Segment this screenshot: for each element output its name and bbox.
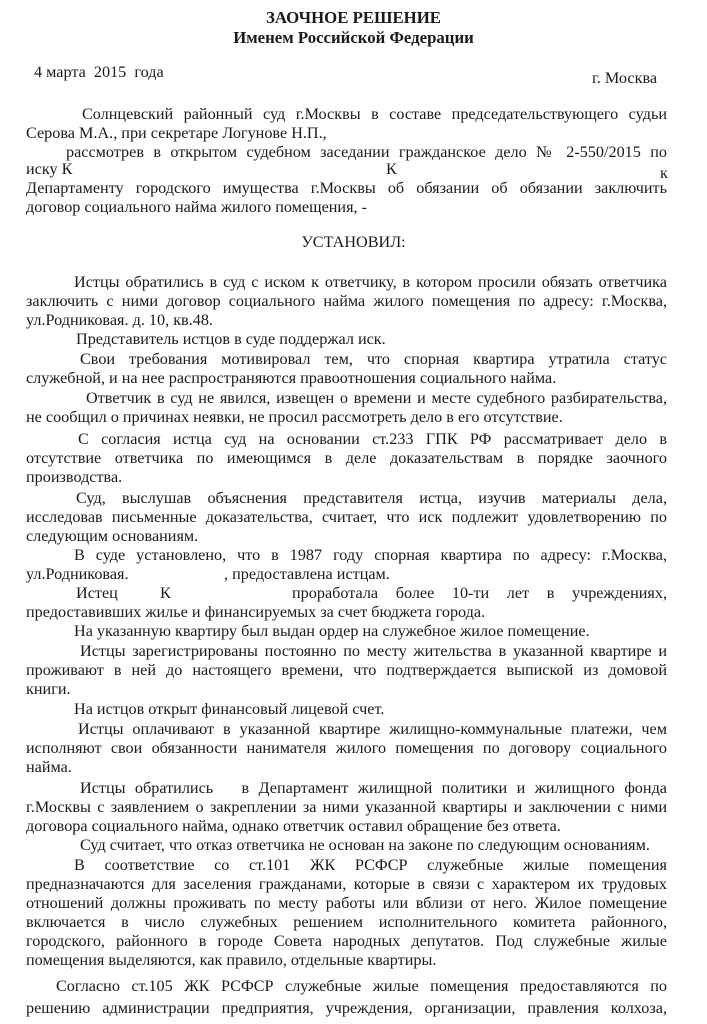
text-line: договор социального найма жилого помещения, - <box>26 198 368 216</box>
text-line: Солнцевский районный суд г.Москвы в составе председательствующего судьи <box>82 105 667 123</box>
text-line: Ответчик в суд не явился, извещен о времени и месте судебного разбирательства, <box>86 389 667 407</box>
text-line: Истцы обратились в Департамент жилищной политики и жилищного фонда <box>80 779 667 797</box>
text-line: Истцы зарегистрированы постоянно по месту жительства в указанной квартире и <box>80 642 667 660</box>
text-line: К <box>386 160 397 178</box>
text-line: Представитель истцов в суде поддержал иск. <box>76 330 386 348</box>
text-line: На указанную квартиру был выдан ордер на служебное жилое помещение. <box>74 622 590 640</box>
text-line: включается в число служебных решением исполнительного комитета районного, <box>26 913 667 931</box>
document-subtitle: Именем Российской Федерации <box>233 28 474 47</box>
text-line: иску К <box>26 160 73 178</box>
text-line: С согласия истца суд на основании ст.233 ГПК РФ рассматривает дело в <box>78 430 667 448</box>
text-line: В суде установлено, что в 1987 году спорная квартира по адресу: г.Москва, <box>74 546 667 564</box>
text-line: Истцы оплачивают в указанной квартире жилищно-коммунальные платежи, чем <box>78 720 667 738</box>
text-line: , предоставлена истцам. <box>224 565 390 583</box>
text-line: предоставивших жилье и финансируемых за счет бюджета города. <box>26 603 486 621</box>
text-line: проработала более 10-ти лет в учреждениях, <box>292 584 667 602</box>
text-line: помещения выделяются, как правило, отдельные квартиры. <box>26 951 437 969</box>
text-line: отношений должны проживать по месту работы или вблизи от него. Жилое помещение <box>26 894 667 912</box>
text-line: К <box>160 584 171 602</box>
text-line: следующим основаниям. <box>26 527 199 545</box>
text-line: Суд, выслушав объяснения представителя истца, изучив материалы дела, <box>76 489 667 507</box>
document-title: ЗАОЧНОЕ РЕШЕНИЕ <box>266 8 441 27</box>
text-line: ул.Родниковая. <box>26 565 129 583</box>
text-line: отсутствие ответчика по имеющимся в деле доказательствам в порядке заочного <box>26 449 667 467</box>
text-line: исполняют свои обязанности нанимателя жилого помещения по договору социального <box>26 739 667 757</box>
text-line: найма. <box>26 758 72 776</box>
text-line: На истцов открыт финансовый лицевой счет. <box>74 700 385 718</box>
text-line: не сообщил о причинах неявки, не просил рассмотреть дело в его отсутствие. <box>26 408 563 426</box>
text-line: предназначаются для заселения гражданами, которые в связи с характером их трудовых <box>26 875 667 893</box>
text-line: заключить с ними договор социального найма жилого помещения по адресу: г.Москва, <box>26 292 667 310</box>
text-line: Серова М.А., при секретаре Логунове Н.П., <box>26 124 327 142</box>
text-line: проживают в ней до настоящего времени, что подтверждается выпиской из домовой <box>26 661 667 679</box>
text-line: г.Москвы с заявлением о закреплении за ними указанной квартиры и заключении с ними <box>26 798 667 816</box>
section-heading: УСТАНОВИЛ: <box>301 233 406 251</box>
text-line: Истец <box>76 584 118 602</box>
text-line: городского, районного в городе Совета народных депутатов. Под служебные жилые <box>26 932 667 950</box>
text-line: ул.Родниковая. д. 10, кв.48. <box>26 311 213 329</box>
text-line: Свои требования мотивировал тем, что спорная квартира утратила статус <box>80 350 667 368</box>
text-line: договора социального найма, однако ответчик оставил обращение без ответа. <box>26 817 561 835</box>
text-line: Суд считает, что отказ ответчика не основан на законе по следующим основаниям. <box>80 836 650 854</box>
text-line: производства. <box>26 468 123 486</box>
text-line: решению администрации предприятия, учреждения, организации, правления колхоза, <box>26 999 667 1017</box>
document-city: г. Москва <box>592 69 658 87</box>
text-line: к <box>660 164 668 182</box>
text-line: Согласно ст.105 ЖК РСФСР служебные жилые помещения предоставляются по <box>56 977 667 995</box>
text-line: книги. <box>26 680 71 698</box>
text-line: исследовав письменные доказательства, считает, что иск подлежит удовлетворению по <box>26 508 667 526</box>
text-line: В соответствие со ст.101 ЖК РСФСР служебные жилые помещения <box>74 856 667 874</box>
text-line: Департаменту городского имущества г.Москвы об обязании об обязании заключить <box>26 179 667 197</box>
text-line: служебной, и на нее распространяются правоотношения социального найма. <box>26 369 557 387</box>
text-line: Истцы обратились в суд с иском к ответчику, в котором просили обязать ответчика <box>74 273 667 291</box>
document-date: 4 марта 2015 года <box>34 63 164 81</box>
text-line: рассмотрев в открытом судебном заседании гражданское дело № 2-550/2015 по <box>66 143 667 161</box>
